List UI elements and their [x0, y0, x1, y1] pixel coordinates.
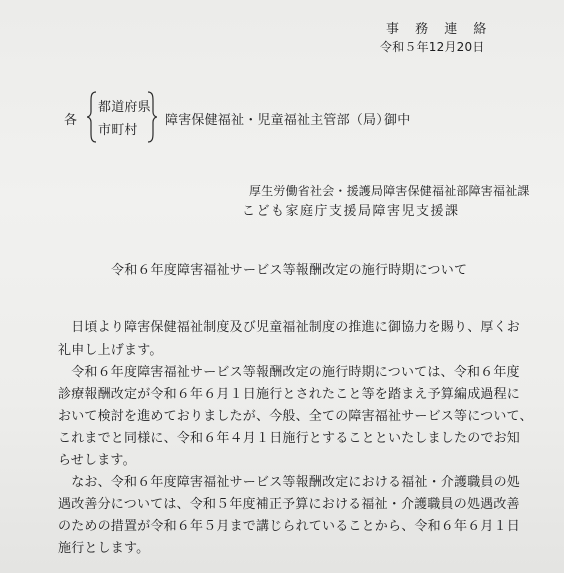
addressee-department: 障害保健福祉・児童福祉主管部（局）: [165, 113, 390, 128]
body-line-1: 日頃より障害保健福祉制度及び児童福祉制度の推進に御協力を賜り、厚くお: [58, 320, 521, 335]
body-line-5: おいて検討を進めておりましたが、今般、全ての障害福祉サービス等について、: [58, 409, 533, 424]
body-line-2: 礼申し上げます。: [58, 343, 163, 358]
body-line-7: らせします。: [58, 453, 136, 468]
body-line-3: 令和６年度障害福祉サービス等報酬改定の施行時期については、令和６年度: [58, 365, 520, 380]
document-date: 令和５年12月20日: [380, 40, 485, 54]
addressee-prefecture: 都道府県: [98, 100, 151, 115]
addressee-municipality: 市町村: [98, 123, 138, 138]
sender-line-2: こども家庭庁支援局障害児支援課: [242, 204, 460, 219]
body-line-6: これまでと同様に、令和６年４月１日施行とすることといたしましたのでお知: [58, 431, 521, 446]
notice-type-label: 事 務 連 絡: [386, 22, 493, 37]
addressee-prefix: 各: [64, 113, 78, 128]
left-brace-icon: [86, 91, 98, 143]
body-line-4: 診療報酬改定が令和６年６月１日施行とされたこと等を踏まえ予算編成過程に: [58, 387, 521, 402]
body-line-8: なお、令和６年度障害福祉サービス等報酬改定における福祉・介護職員の処: [58, 475, 521, 490]
body-line-9: 遇改善分については、令和５年度補正予算における福祉・介護職員の処遇改善: [58, 497, 520, 512]
right-brace-icon: [146, 91, 158, 143]
body-line-11: 施行とします。: [58, 541, 150, 556]
document-title: 令和６年度障害福祉サービス等報酬改定の施行時期について: [111, 263, 468, 278]
body-line-10: のための措置が令和６年５月まで講じられていることから、令和６年６月１日: [58, 519, 521, 534]
addressee-honorific: 御中: [384, 113, 411, 128]
sender-line-1: 厚生労働省社会・援護局障害保健福祉部障害福祉課: [249, 184, 530, 198]
